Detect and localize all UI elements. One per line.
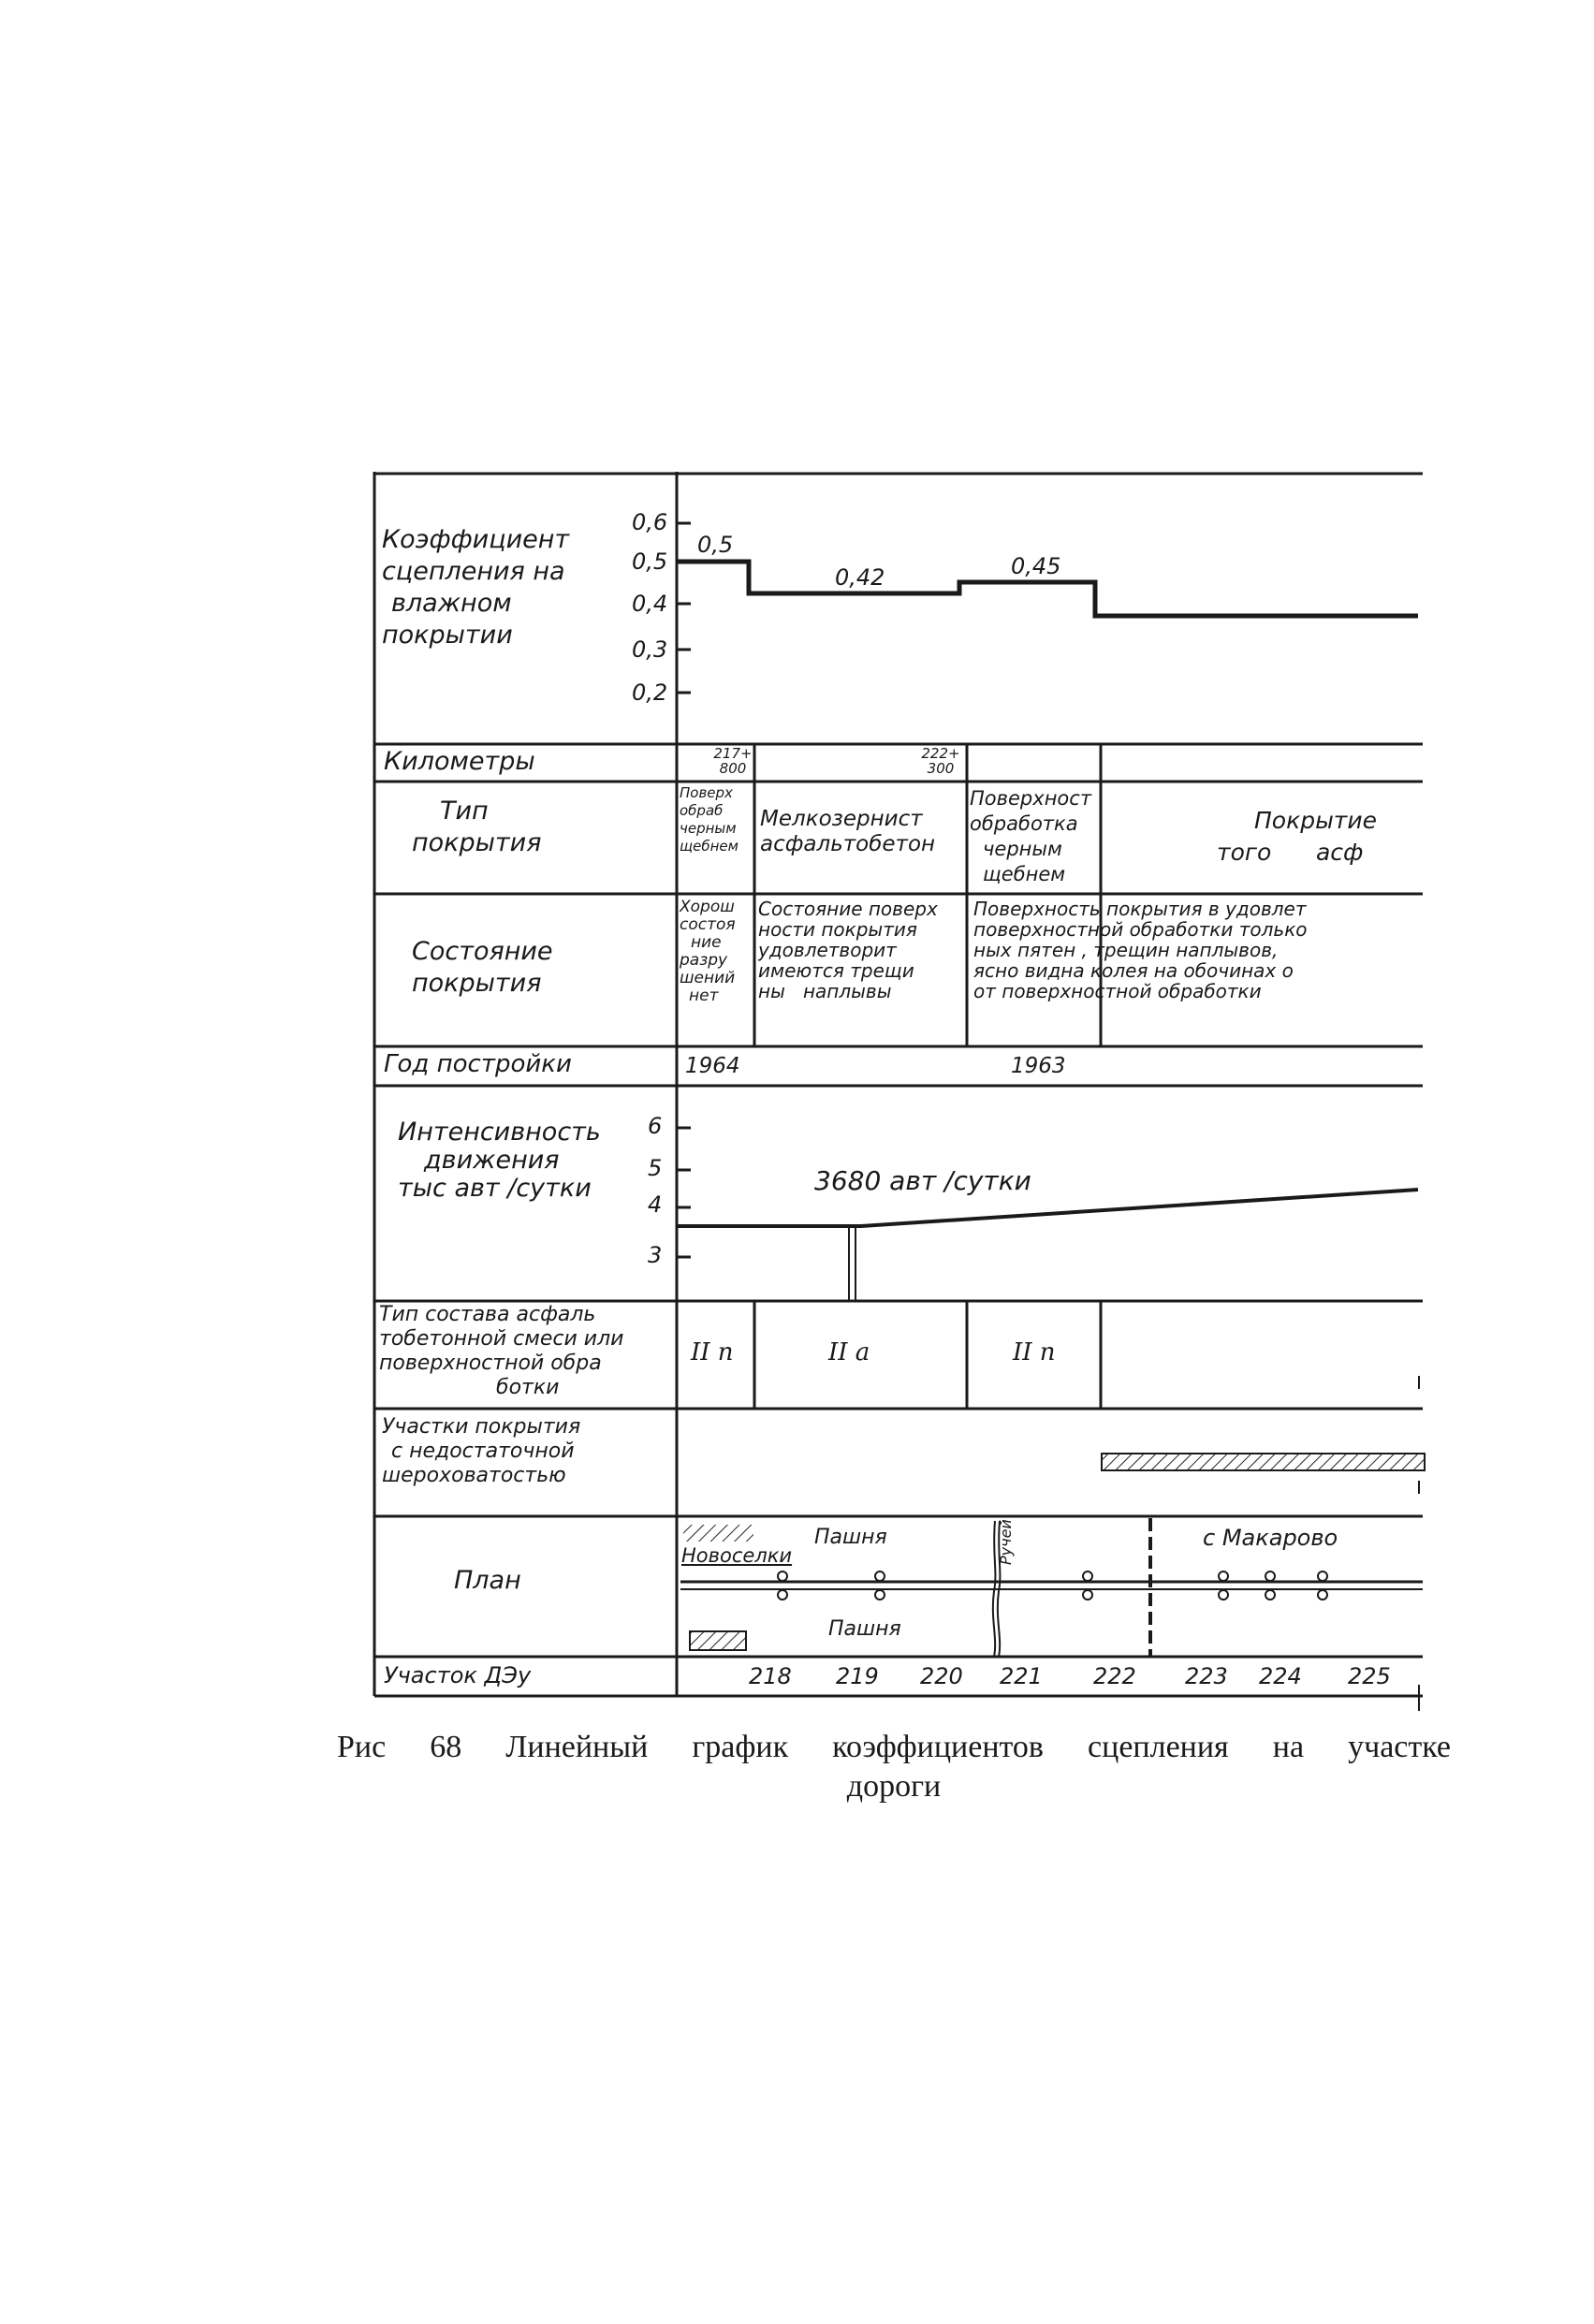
mix-type-label-line: тобетонной смеси или — [379, 1327, 624, 1351]
condition-row-label — [412, 936, 599, 1000]
condition-line: ясно видна колея на обочинах о — [973, 959, 1294, 982]
plan-settlement-right: с Макарово — [1203, 1525, 1338, 1551]
traffic-tick-3: 3 — [648, 1242, 663, 1268]
mix-type-value: II п — [1013, 1338, 1056, 1367]
km-axis-label: 224 — [1259, 1663, 1302, 1689]
traffic-label-line: тыс авт /сутки — [398, 1174, 592, 1203]
traffic-label-line: Интенсивность — [398, 1118, 601, 1147]
condition-line: состоя — [680, 915, 736, 934]
coefficient-value-label: 0,45 — [1011, 553, 1061, 579]
condition-label-line: покрытия — [412, 969, 542, 998]
coating-type-line: Поверх — [680, 784, 733, 801]
condition-line: ние — [691, 933, 722, 952]
mix-type-value: II п — [691, 1338, 734, 1367]
coefficient-label-line: сцепления на — [382, 557, 565, 586]
build-year-value: 1963 — [1011, 1054, 1066, 1078]
km-axis-label: 225 — [1348, 1663, 1391, 1689]
condition-line: разру — [680, 951, 728, 970]
km-mark — [713, 746, 753, 776]
plan-road — [680, 1582, 1423, 1589]
coating-type-line: щебнем — [680, 838, 739, 855]
km-mark-bottom: 300 — [927, 760, 955, 776]
coating-type-line: щебнем — [983, 863, 1066, 885]
coefficient-tick-02: 0,2 — [632, 680, 668, 706]
plan-field-top: Пашня — [814, 1526, 887, 1549]
condition-line: имеются трещи — [758, 959, 914, 982]
coefficient-value-label: 0,42 — [835, 564, 885, 591]
coating-type-line: обработка — [970, 812, 1078, 835]
condition-cell — [973, 899, 1423, 1001]
plan-row-label: План — [454, 1566, 521, 1595]
condition-line: ных пятен , трещин наплывов, — [973, 939, 1279, 961]
build-year-value: 1964 — [685, 1054, 740, 1078]
mix-type-row-label — [379, 1303, 675, 1400]
coating-type-label-line: покрытия — [412, 828, 542, 857]
condition-line: шений — [680, 969, 736, 987]
traffic-tick-5: 5 — [648, 1155, 663, 1181]
settlement-left-block — [690, 1631, 746, 1650]
low-roughness-label-line: шероховатостью — [382, 1464, 566, 1487]
coating-type-line: обраб — [680, 802, 724, 819]
mix-type-value: II а — [828, 1338, 870, 1367]
coating-type-cell — [1217, 805, 1423, 869]
km-axis-label: 219 — [836, 1663, 879, 1689]
coefficient-label-line: влажном — [391, 589, 512, 618]
coefficient-tick-06: 0,6 — [632, 509, 668, 535]
km-axis-label: 223 — [1185, 1663, 1228, 1689]
plan-field-bottom: Пашня — [828, 1617, 901, 1641]
traffic-tick-6: 6 — [648, 1113, 663, 1139]
km-mark — [921, 746, 960, 776]
coating-type-cell — [970, 786, 1101, 887]
low-roughness-label-line: Участки покрытия — [382, 1415, 581, 1439]
km-axis-label: 222 — [1093, 1663, 1136, 1689]
caption-line-1: Рис 68 Линейный график коэффициентов сцепления на участке — [337, 1730, 1451, 1764]
km-mark-top: 217+ — [713, 746, 753, 762]
coating-type-line: черным — [983, 838, 1062, 860]
kilometers-row-label: Километры — [384, 747, 535, 776]
km-axis-label: 218 — [749, 1663, 792, 1689]
coating-type-line: Покрытие — [1254, 807, 1377, 834]
condition-line: удовлетворит — [758, 939, 897, 961]
coating-type-cell — [680, 784, 753, 855]
coefficient-tick-03: 0,3 — [632, 636, 668, 663]
traffic-line — [677, 1190, 1418, 1226]
traffic-row-label — [398, 1118, 613, 1203]
coefficient-label-line: покрытии — [382, 621, 513, 650]
coating-type-label-line: Тип — [440, 797, 489, 826]
mix-type-label-line: Тип состава асфаль — [379, 1303, 596, 1326]
coefficient-tick-04: 0,4 — [632, 591, 668, 617]
condition-line: Поверхность покрытия в удовлет — [973, 899, 1307, 920]
low-roughness-label-line: с недостаточной — [391, 1440, 575, 1463]
traffic-value-label: 3680 авт /сутки — [814, 1165, 1031, 1196]
figure-caption — [337, 1728, 1451, 1806]
coating-type-row-label — [412, 796, 599, 859]
low-roughness-row-label — [382, 1415, 678, 1488]
coating-type-cell — [760, 807, 966, 857]
coefficient-tick-05: 0,5 — [632, 548, 668, 575]
condition-line: нет — [689, 987, 719, 1005]
condition-label-line: Состояние — [412, 937, 553, 966]
low-roughness-bar — [1102, 1454, 1425, 1470]
condition-line: Состояние поверх — [758, 899, 938, 920]
coating-type-line: Мелкозернист — [760, 807, 923, 831]
km-axis-label: 221 — [1000, 1663, 1043, 1689]
km-axis-label: 220 — [920, 1663, 963, 1689]
traffic-tick-4: 4 — [648, 1191, 663, 1218]
coefficient-row-label — [382, 524, 597, 651]
condition-line: поверхностной обработки только — [973, 918, 1308, 941]
mix-type-label-line: ботки — [496, 1376, 560, 1399]
plan-stream-label: Ручей — [997, 1519, 1015, 1565]
condition-line: ности покрытия — [758, 918, 917, 941]
deu-section-row-label: Участок ДЭу — [384, 1662, 532, 1688]
plan-settlement-left: Новоселки — [681, 1544, 793, 1567]
plan-trees — [778, 1571, 1327, 1600]
mix-type-label-line: поверхностной обра — [379, 1352, 602, 1375]
condition-cell — [680, 899, 753, 1005]
coating-type-line: черным — [680, 820, 737, 837]
condition-line: Хорош — [680, 899, 735, 916]
build-year-row-label: Год постройки — [384, 1050, 572, 1078]
coating-type-line: того асф — [1217, 839, 1364, 866]
condition-cell — [758, 899, 966, 1001]
traffic-label-line: движения — [424, 1146, 560, 1175]
caption-line-2: дороги — [846, 1769, 942, 1804]
km-mark-top: 222+ — [921, 746, 960, 762]
condition-line: ны наплывы — [758, 980, 892, 1001]
coefficient-label-line: Коэффициент — [382, 525, 570, 554]
coating-type-line: асфальтобетон — [760, 832, 936, 856]
km-mark-bottom: 800 — [719, 760, 747, 776]
coefficient-value-label: 0,5 — [697, 532, 734, 558]
coating-type-line: Поверхност — [970, 787, 1092, 810]
condition-line: от поверхностной обработки — [973, 980, 1262, 1001]
